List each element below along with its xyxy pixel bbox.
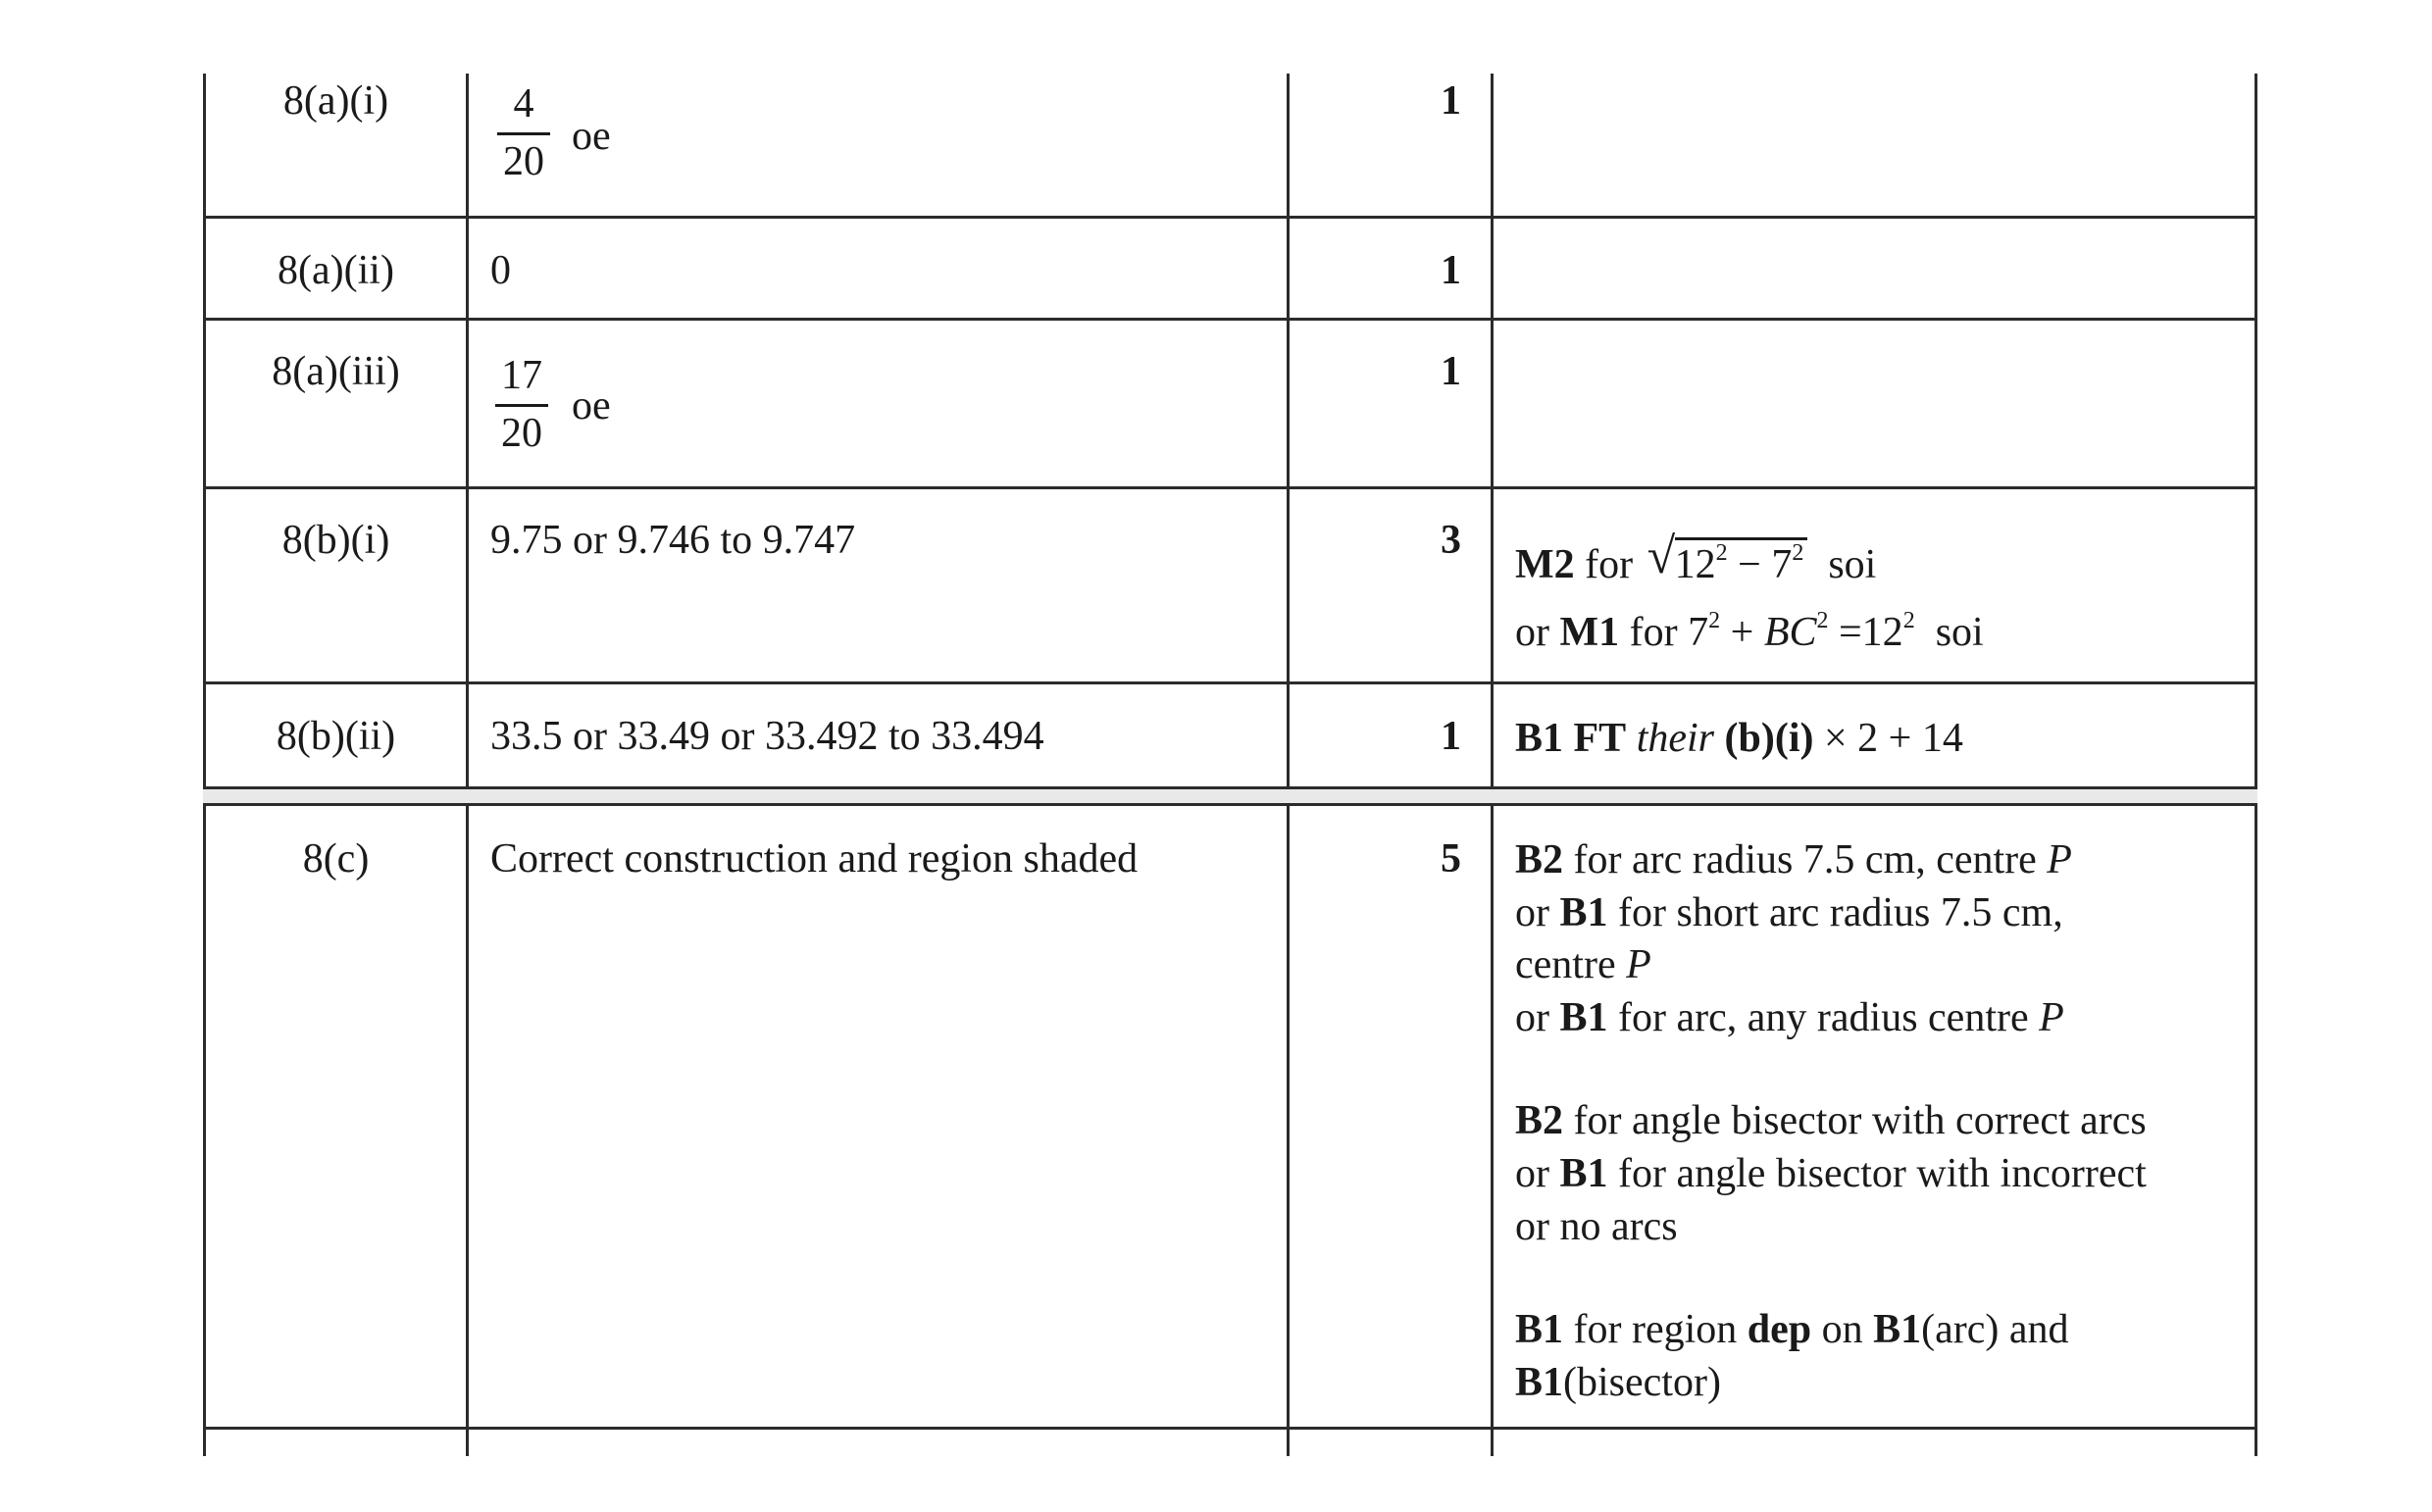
question-number: 8(a)(ii) [278, 248, 394, 293]
answer-text: Correct construction and region shaded [490, 836, 1139, 882]
guidance-variable: P [2039, 995, 2064, 1040]
guidance-line [1515, 718, 1963, 759]
guidance-text: or [1515, 995, 1549, 1040]
guidance-line [1515, 1362, 1721, 1403]
mark-code: M1 [1559, 610, 1620, 655]
section-separator [203, 789, 2257, 804]
marks-value: 1 [1441, 349, 1461, 394]
guidance-line [1515, 839, 2072, 881]
column-border-question [466, 74, 469, 1456]
guidance-text: for region [1573, 1307, 1738, 1352]
guidance-text: their [1636, 716, 1715, 761]
mark-code: B2 [1515, 1098, 1564, 1143]
answer-fraction [495, 355, 548, 454]
column-border-right [2255, 74, 2257, 1456]
answer-fraction [497, 83, 550, 182]
guidance-text: soi [1935, 610, 1984, 655]
mark-code: B1 [1515, 1307, 1564, 1352]
fraction-denominator: 20 [503, 139, 544, 184]
guidance-line [1515, 944, 1651, 985]
guidance-line [1515, 529, 1877, 587]
guidance-line [1515, 892, 2063, 933]
guidance-line [1515, 997, 2064, 1038]
row-border [203, 318, 2257, 321]
square-root-body: $12^2 - 7^2$ [1675, 537, 1808, 585]
guidance-text: or [1515, 890, 1549, 935]
guidance-text: for [1629, 610, 1678, 655]
square-root-sign: √ [1647, 529, 1676, 584]
guidance-line [1515, 608, 1984, 655]
fraction-bar [495, 404, 548, 407]
fraction-numerator: 17 [501, 353, 542, 398]
guidance-text: for angle bisector with correct arcs [1573, 1098, 2147, 1143]
fraction-numerator: 4 [513, 81, 534, 126]
equation: $7^2 + BC^2 =12^2$ [1688, 608, 1915, 655]
guidance-text: or no arcs [1515, 1204, 1678, 1249]
guidance-text: (bisector) [1563, 1360, 1721, 1405]
guidance-dep: dep [1747, 1307, 1812, 1352]
mark-code: B1 FT [1515, 716, 1627, 761]
answer-text: 0 [490, 248, 511, 293]
mark-code: B1 [1559, 1151, 1608, 1196]
guidance-variable: P [2047, 837, 2072, 882]
guidance-text: for arc, any radius centre [1618, 995, 2029, 1040]
answer-text: 9.75 or 9.746 to 9.747 [490, 518, 856, 563]
square-root-expression [1647, 529, 1808, 587]
row-border [203, 786, 2257, 789]
guidance-text: or [1515, 1151, 1549, 1196]
guidance-text: for angle bisector with incorrect [1618, 1151, 2147, 1196]
mark-code: B1 [1559, 890, 1608, 935]
guidance-line [1515, 1153, 2147, 1194]
guidance-text: centre [1515, 942, 1616, 987]
row-border [203, 486, 2257, 489]
guidance-variable: P [1626, 942, 1651, 987]
guidance-text: for [1585, 542, 1634, 587]
mark-code: B2 [1515, 837, 1564, 882]
marks-value: 1 [1441, 714, 1461, 759]
guidance-text: or [1515, 610, 1549, 655]
guidance-text: for short arc radius 7.5 cm, [1618, 890, 2063, 935]
answer-suffix: oe [572, 114, 611, 159]
row-border [203, 1427, 2257, 1430]
mark-code: B1 [1559, 995, 1608, 1040]
row-border [203, 216, 2257, 219]
guidance-line [1515, 1309, 2069, 1350]
question-number: 8(b)(i) [281, 518, 390, 563]
mark-code: B1 [1873, 1307, 1922, 1352]
guidance-text: for arc radius 7.5 cm, centre [1573, 837, 2037, 882]
row-border [203, 681, 2257, 684]
answer-text: 33.5 or 33.49 or 33.492 to 33.494 [490, 714, 1044, 759]
question-number: 8(c) [302, 836, 370, 882]
marks-value: 1 [1441, 248, 1461, 293]
guidance-line [1515, 1206, 1678, 1247]
guidance-text: × 2 + 14 [1824, 716, 1963, 761]
marks-value: 3 [1441, 518, 1461, 563]
answer-suffix: oe [572, 383, 611, 428]
mark-code: M2 [1515, 542, 1575, 587]
mark-code: B1 [1515, 1360, 1564, 1405]
guidance-text: on [1821, 1307, 1863, 1352]
column-border-marks [1491, 74, 1494, 1456]
guidance-text: (arc) and [1921, 1307, 2069, 1352]
row-border [203, 803, 2257, 806]
guidance-text: soi [1828, 542, 1877, 587]
part-reference: (b)(i) [1724, 716, 1814, 761]
fraction-denominator: 20 [501, 411, 542, 456]
question-number: 8(a)(iii) [272, 349, 400, 394]
fraction-bar [497, 132, 550, 135]
marks-value: 5 [1441, 836, 1461, 882]
guidance-line [1515, 1100, 2147, 1141]
question-number: 8(b)(ii) [276, 714, 396, 759]
marks-value: 1 [1441, 78, 1461, 124]
question-number: 8(a)(i) [282, 78, 389, 124]
